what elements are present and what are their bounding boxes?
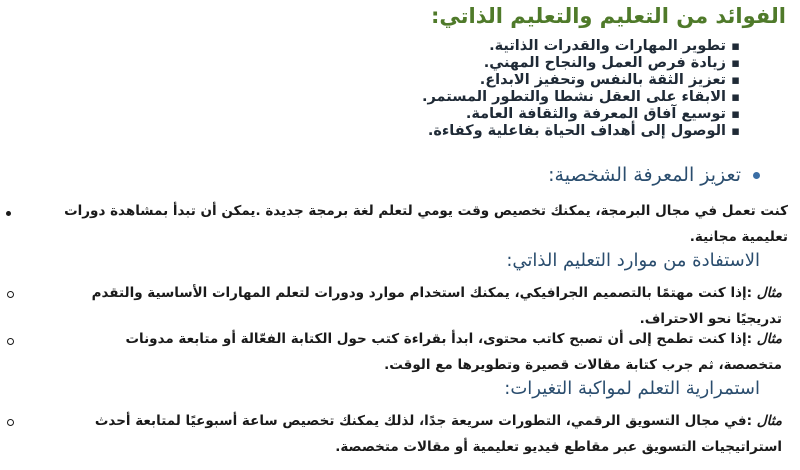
bullet-icon [7, 291, 14, 298]
benefit-item: ▪ زيادة فرص العمل والنجاح المهني. [483, 55, 740, 71]
benefit-item: ▪ توسيع آفاق المعرفة والثقافة العامة. [465, 106, 740, 122]
bullet-icon [753, 172, 760, 179]
document-title: الفوائد من التعليم والتعليم الذاتي: [431, 4, 786, 28]
section2-example1: مثال :إذا كنت مهتمًا بالتصميم الجرافيكي، يمكنك استخدام موارد ودورات لتعلم المهارات الأساسية والتقدم تدريجيًا نحو الاحتراف. [91, 285, 782, 327]
bullet-icon: ▪ [731, 39, 740, 54]
benefit-item: ▪ الابقاء على العقل نشطا والتطور المستمر. [422, 89, 740, 105]
section-heading-personal-knowledge: تعزيز المعرفة الشخصية: [548, 164, 760, 186]
bullet-icon [6, 211, 11, 216]
bullet-icon: ▪ [731, 124, 740, 139]
benefit-item: ▪ تعزيز الثقة بالنفس وتحفيز الابداع. [479, 72, 740, 88]
bullet-icon: ▪ [731, 90, 740, 105]
section1-paragraph: كنت تعمل في مجال البرمجة، يمكنك تخصيص وقت يومي لتعلم لغة برمجة جديدة .يمكن أن تبدأ بمشاهدة دورات تعليمية مجانية. [64, 203, 788, 245]
benefit-item: ▪ الوصول إلى أهداف الحياة بفاعلية وكفاءة. [427, 123, 740, 139]
bullet-icon [7, 419, 14, 426]
bullet-icon: ▪ [731, 73, 740, 88]
bullet-icon: ▪ [731, 56, 740, 71]
bullet-icon [7, 338, 14, 345]
section3-example1: مثال :في مجال التسويق الرقمي، التطورات سريعة جدًا، لذلك يمكنك تخصيص ساعة أسبوعيًا لمتابعة أحدث استراتيجيات التسويق عبر مقاطع فيديو تعليمية أو مقالات متخصصة. [94, 413, 782, 455]
section2-example2: مثال :إذا كنت تطمح إلى أن تصبح كاتب محتوى، ابدأ بقراءة كتب حول الكتابة الفعّالة أو متابعة مدونات متخصصة، ثم جرب كتابة مقالات قصيرة وتطويرها مع الوقت. [125, 331, 782, 373]
benefit-item: ▪ تطوير المهارات والقدرات الذاتية. [489, 38, 740, 54]
section-heading-self-learning-resources: الاستفادة من موارد التعليم الذاتي: [506, 250, 760, 271]
bullet-icon: ▪ [731, 107, 740, 122]
section-heading-continuous-learning: استمرارية التعلم لمواكبة التغيرات: [504, 378, 760, 399]
benefits-list [422, 38, 740, 140]
